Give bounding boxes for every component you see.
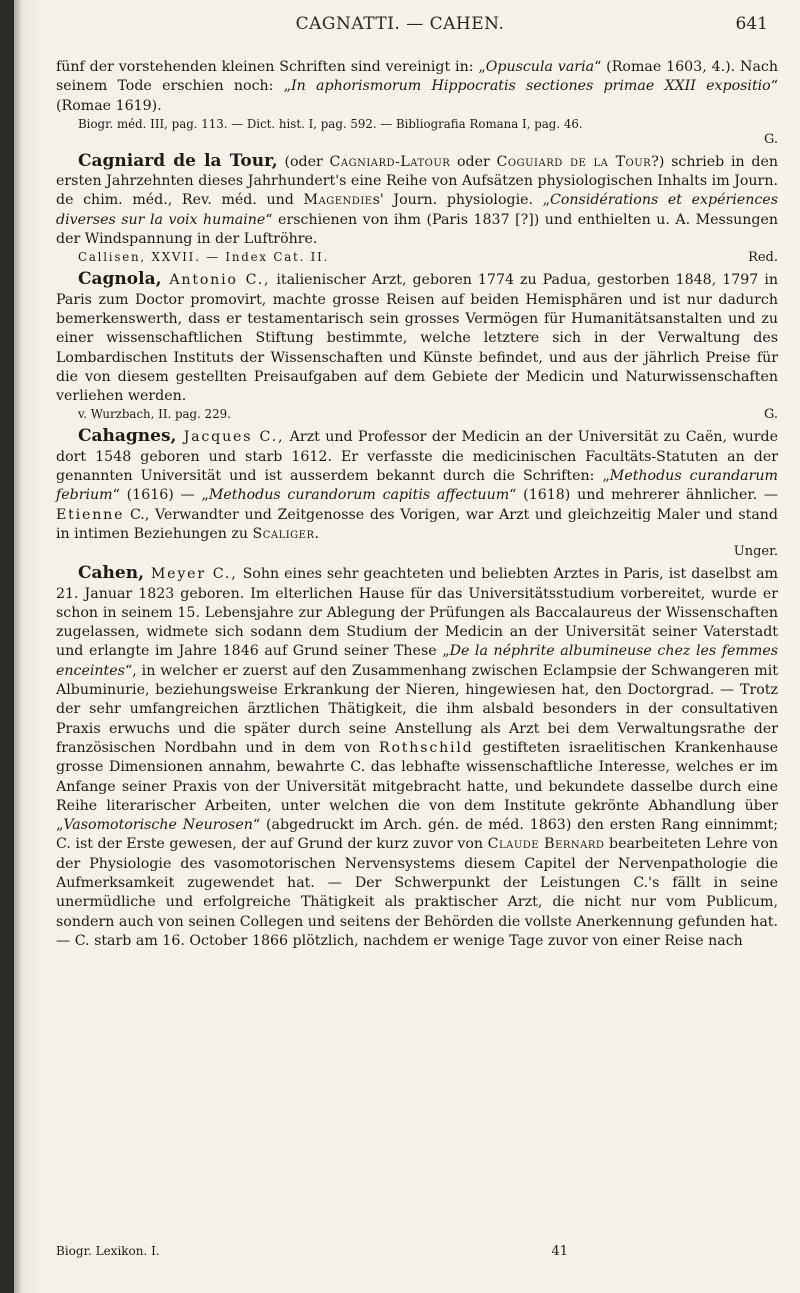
person-name: Jacques C.,: [176, 429, 285, 446]
reference-line: Biogr. méd. III, pag. 113. — Dict. hist. I, pag. 592. — Bibliografia Romana I, pag. 46.: [78, 116, 583, 131]
reference-line: v. Wurzbach, II. pag. 229.: [78, 407, 231, 422]
book-title: De la néphrite albumineuse chez les femmes enceintes: [56, 643, 778, 679]
reference-line: Callisen, XXVII. — Index Cat. II.: [78, 250, 330, 265]
reference-row: [56, 249, 778, 266]
page-footer: [56, 1244, 778, 1259]
entry-cagniard: [56, 152, 778, 266]
reference-row: [56, 406, 778, 423]
sheet-number: 41: [551, 1244, 568, 1259]
book-title: Vasomotorische Neurosen: [63, 817, 253, 834]
person-name: Rothschild: [378, 739, 474, 756]
footer-signature-mark: Biogr. Lexikon. I.: [56, 1244, 160, 1258]
entry-cagnatti-end: [56, 58, 778, 148]
page-number: 641: [735, 14, 768, 34]
author-signature: Unger.: [733, 544, 778, 560]
author-signature: G.: [763, 131, 778, 147]
page-body: [56, 58, 778, 951]
paragraph: Cahen, Meyer C., Sohn eines sehr geachteten und beliebten Arztes in Paris, ist daselbst am 21. Januar 1823 geboren. Im elterlichen Hause für das Universitätsstudium vorbereitet, wurde er schon in seinem 15. Lebensjahre zur Ablegung der Prüfungen als Baccalaureus der Wissenschaften zugelassen, widmete sich sodann dem Studium der Medicin an der Universität seiner Vaterstadt und erlangte im Jahre 1846 auf Grund seiner These „De la néphrite albumineuse chez les femmes enceintes“, in welcher er zuerst auf den Zusammenhang zwischen Eclampsie der Schwangeren mit Albuminurie, beziehungsweise Erkrankung der Nieren, hingewiesen hat, den Doctorgrad. — Trotz der sehr umfangreichen ärztlichen Thätigkeit, die ihm alsbald besonders in der consultativen Praxis erwuchs und die später durch seine Anstellung als Arzt bei dem Verwaltungsrathe der französischen Nordbahn und in dem von Rothschild gestifteten israelitischen Krankenhause grosse Dimensionen annahm, bewahrte C. das lebhafte wissenschaftliche Interesse, welches er im Anfange seiner Praxis von der Universität mitgebracht hatte, und bekundete dasselbe durch eine Reihe literarischer Arbeiten, unter welchen die von dem Institute gekrönte Abhandlung über „Vasomotorische Neurosen“ (abgedruckt im Arch. gén. de méd. 1863) den ersten Rang einnimmt; C. ist der Erste gewesen, der auf Grund der kurz zuvor von Claude Bernard bearbeiteten Lehre von der Physiologie des vasomotorischen Nervensystems diesem Capitel der Nervenpathologie die Aufmerksamkeit zugewendet hat. — Der Schwerpunkt der Leistungen C.'s fällt in seine unermüdliche und erfolgreiche Thätigkeit als praktischer Arzt, die nicht nur vom Publicum, sondern auch von seinen Collegen und seitens der Behörden die vollste Anerkennung gefunden hat. — C. starb am 16. October 1866 plötzlich, nachdem er wenige Tage zuvor von einer Reise nach: [56, 563, 779, 949]
entry-headword: Cagniard de la Tour,: [78, 150, 278, 171]
book-title: In aphorismorum Hippocratis sectiones primae XXII expositio: [291, 78, 771, 95]
paragraph: fünf der vorstehenden kleinen Schriften sind vereinigt in: „Opuscula varia“ (Romae 1603, 4.). Nach seinem Tode erschien noch: „In aphorismorum Hippocratis sectiones primae XXII expositio“ (Romae 1619).: [56, 59, 778, 114]
author-signature: G.: [763, 407, 778, 423]
book-title: Methodus curandarum febrium: [56, 468, 778, 504]
entry-headword: Cahen,: [78, 563, 144, 584]
book-title: Opuscula varia: [485, 59, 595, 75]
entry-cahagnes: [56, 427, 778, 560]
entry-cahen: [56, 564, 778, 951]
person-name: Antonio C.,: [161, 272, 271, 289]
binding-shadow: [0, 0, 14, 1293]
paragraph: Cagnola, Antonio C., italienischer Arzt, geboren 1774 zu Padua, gestorben 1848, 1797 in Paris zum Doctor promovirt, machte grosse Reisen auf beiden Hemisphären und ist nur dadurch bemerkenswerth, dass er testamentarisch sein grosses Vermögen für Humanitätsanstalten und zu einer wissenschaftlichen Stiftung bestimmte, welche letztere sich in der Verwaltung des Lombardischen Instituts der Wissenschaften und Künste befindet, und aus der jährlich Preise für die von diesem gestellten Preisaufgaben auf dem Gebiete der Medicin und Naturwissenschaften verliehen werden.: [56, 269, 778, 405]
entry-cagnola: [56, 270, 778, 423]
page-header: [28, 10, 772, 44]
book-title: Considérations et expériences diverses sur la voix humaine: [56, 192, 778, 228]
book-title: Methodus curandorum capitis affectuum: [208, 487, 510, 504]
entry-headword: Cagnola,: [78, 269, 162, 290]
person-name: Meyer C.,: [144, 566, 238, 583]
paragraph: Cagniard de la Tour, (oder Cagniard-Latour oder Coguiard de la Tour?) schrieb in den ersten Jahrzehnten dieses Jahrhundert's eine Reihe von Aufsätzen physiologischen Inhalts im Journ. de chim. méd., Rev. méd. und Magendies' Journ. physiologie. „Considérations et expériences diverses sur la voix humaine“ erschienen von ihm (Paris 1837 [?]) und enthielten u. A. Messungen der Windspannung in der Luftröhre.: [56, 150, 778, 248]
running-head: CAGNATTI. — CAHEN.: [295, 14, 505, 34]
person-name: Etienne: [56, 506, 125, 523]
entry-headword: Cahagnes,: [78, 426, 177, 447]
paragraph: Cahagnes, Jacques C., Arzt und Professor der Medicin an der Universität zu Caën, wurde dort 1548 geboren und starb 1612. Er verfasste die medicinischen Facultäts-Statuten an der genannten Universität und ist ausserdem bekannt durch die Schriften: „Methodus curandarum febrium“ (1616) — „Methodus curandorum capitis affectuum“ (1618) und mehrerer ähnlicher. — Etienne C., Verwandter und Zeitgenosse des Vorigen, war Arzt und gleichzeitig Maler und stand in intimen Beziehungen zu Scaliger.: [56, 426, 779, 542]
author-signature: Red.: [748, 250, 778, 266]
